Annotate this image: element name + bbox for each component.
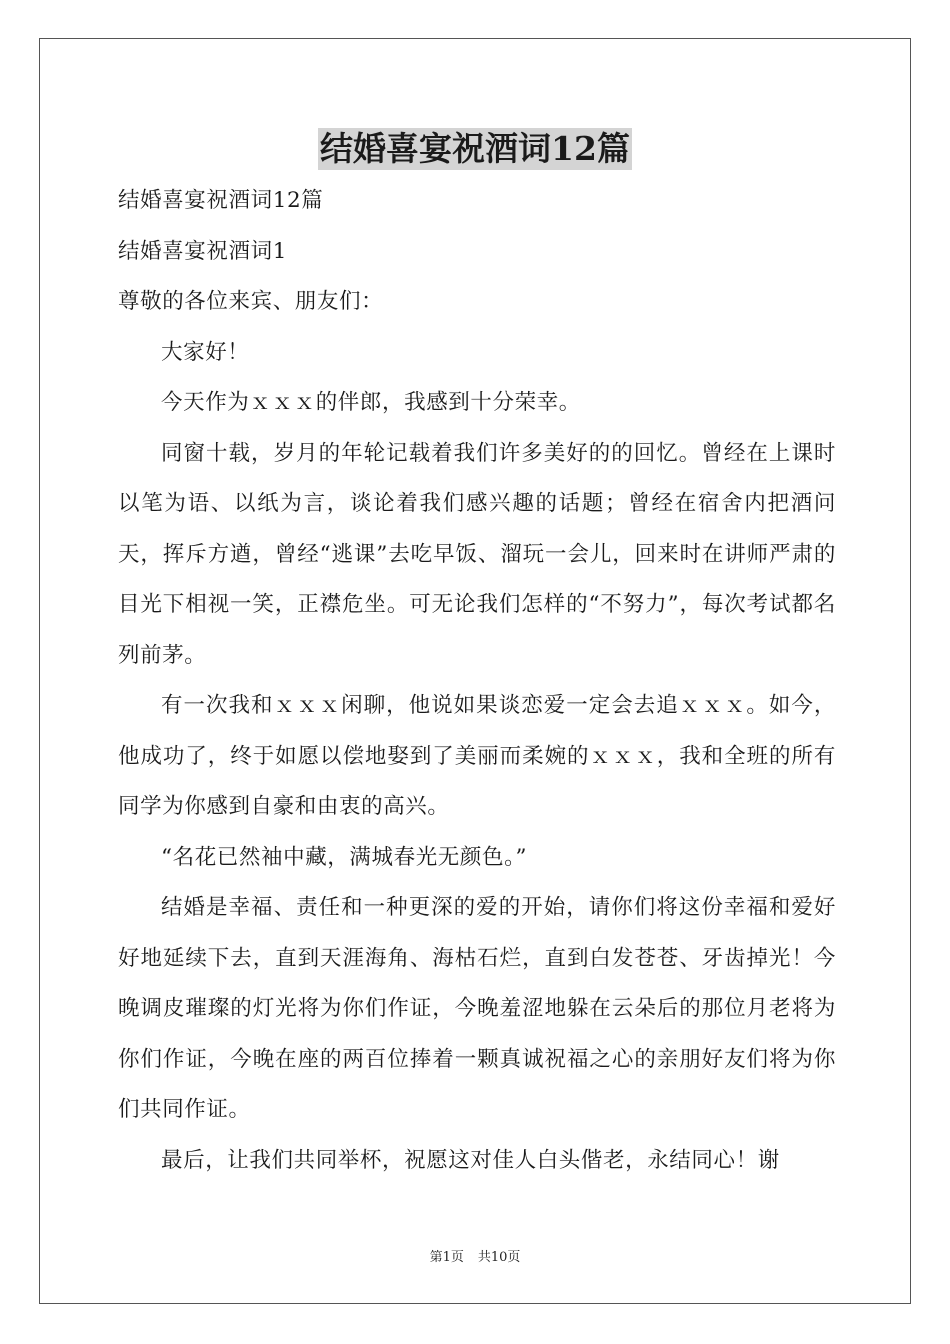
paragraph: 结婚是幸福、责任和一种更深的爱的开始，请你们将这份幸福和爱好好地延续下去，直到天涯海角、海枯石烂，直到白发苍苍、牙齿掉光！今晚调皮璀璨的灯光将为你们作证，今晚羞涩地躲在云朵后的那位月老将为你们作证，今晚在座的两百位捧着一颗真诚祝福之心的亲朋好友们将为你们共同作证。 <box>118 895 836 1122</box>
paragraph: 尊敬的各位来宾、朋友们： <box>118 289 384 314</box>
paragraph: 有一次我和ｘｘｘ闲聊，他说如果谈恋爱一定会去追ｘｘｘ。如今，他成功了，终于如愿以偿地娶到了美丽而柔婉的ｘｘｘ，我和全班的所有同学为你感到自豪和由衷的高兴。 <box>118 693 836 819</box>
paragraph: “名花已然袖中藏，满城春光无颜色。” <box>161 844 528 870</box>
page-number-current: 第1页 <box>429 1250 464 1265</box>
paragraph: 最后，让我们共同举杯，祝愿这对佳人白头偕老，永结同心！谢 <box>161 1147 780 1173</box>
document-body <box>118 176 836 1186</box>
page-footer <box>0 1246 950 1265</box>
title-container <box>0 128 950 170</box>
page-number-total: 共10页 <box>477 1250 521 1265</box>
paragraph: 大家好！ <box>161 339 250 365</box>
paragraph: 同窗十载，岁月的年轮记载着我们许多美好的的回忆。曾经在上课时以笔为语、以纸为言，谈论着我们感兴趣的话题；曾经在宿舍内把酒问天，挥斥方遒，曾经“逃课”去吃早饭、溜玩一会儿，回来时在讲师严肃的目光下相视一笑，正襟危坐。可无论我们怎样的“不努力”，每次考试都名列前茅。 <box>118 440 836 668</box>
paragraph: 结婚喜宴祝酒词12篇 <box>118 188 324 213</box>
document-title: 结婚喜宴祝酒词12篇 <box>320 129 630 168</box>
paragraph: 今天作为ｘｘｘ的伴郎，我感到十分荣幸。 <box>161 390 581 415</box>
paragraph: 结婚喜宴祝酒词1 <box>118 238 287 264</box>
